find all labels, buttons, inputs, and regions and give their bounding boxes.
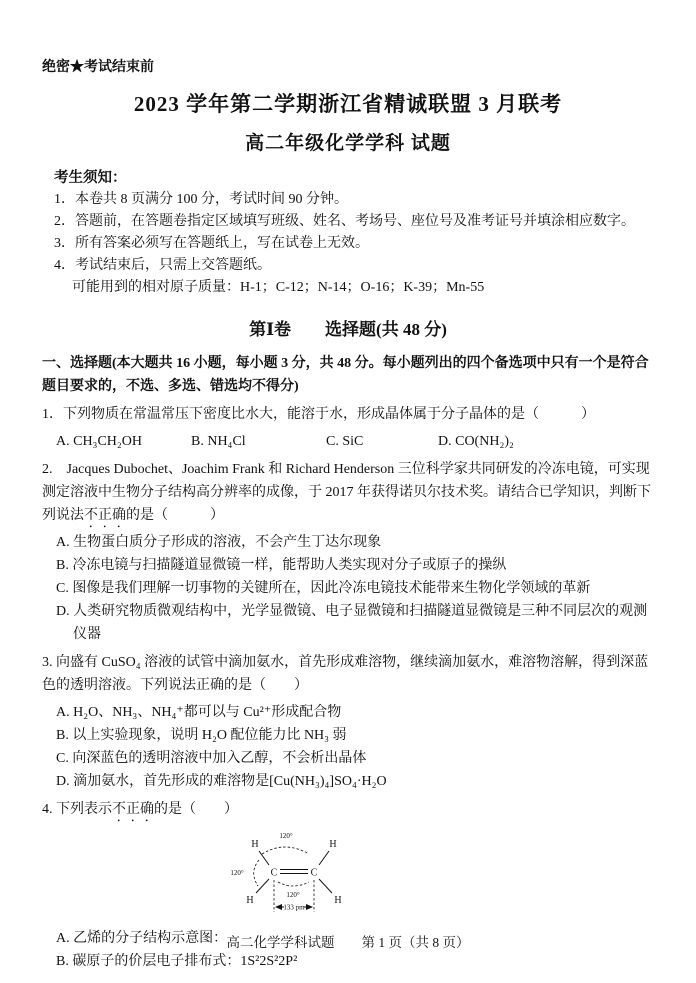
option-d: D. CO(NH₂)₂	[438, 434, 514, 449]
option-b: B. 以上实验现象，说明 H₂O 配位能力比 NH₃ 弱	[56, 728, 347, 743]
hydrogen-atom-label: H	[251, 839, 259, 850]
bond-angle-label: 120°	[286, 891, 300, 899]
option-d: D. 滴加氨水，首先形成的难溶物是[Cu(NH₃)₄]SO₄·H₂O	[56, 774, 387, 789]
option-a: A. CH₃CH₂OH	[56, 434, 142, 449]
notice-item-4: 4．考试结束后，只需上交答题纸。	[54, 258, 271, 273]
exam-subtitle: 高二年级化学学科 试题	[245, 133, 451, 154]
option-c: C. 向深蓝色的透明溶液中加入乙醇，不会析出晶体	[56, 751, 367, 766]
classification-label: 绝密★考试结束前	[42, 60, 154, 75]
question-1	[42, 403, 654, 453]
hydrogen-atom-label: H	[334, 895, 342, 906]
notice-section	[42, 167, 654, 299]
question-3	[42, 651, 654, 793]
atomic-masses-line: 可能用到的相对原子质量：H-1；C-12；N-14；O-16；K-39；Mn-55	[72, 280, 485, 295]
notice-item-3: 3．所有答案必须写在答题纸上，写在试卷上无效。	[54, 236, 369, 251]
bond-length-label: 133 pm	[283, 903, 305, 912]
option-d: D. 人类研究物质微观结构中，光学显微镜、电子显微镜和扫描隧道显微镜是三种不同层次的观测仪器	[56, 604, 648, 642]
section-1-title: 第Ⅰ卷 选择题(共 48 分)	[249, 320, 447, 339]
option-a: A. 生物蛋白质分子形成的溶液，不会产生丁达尔现象	[56, 535, 382, 550]
stem-text: 4. 下列表示	[42, 802, 112, 817]
option-c: C. 图像是我们理解一切事物的关键所在，因此冷冻电镜技术能带来生物化学领域的革新	[56, 581, 591, 596]
option-c: C. SiC	[326, 434, 364, 449]
carbon-atom-label: C	[270, 867, 278, 879]
hydrogen-atom-label: H	[246, 895, 254, 906]
notice-heading: 考生须知：	[54, 170, 127, 186]
stem-emphasized-text: 不正确	[112, 802, 154, 817]
bond-angle-label: 120°	[230, 869, 244, 877]
stem-text: 的是（ ）	[126, 508, 224, 523]
question-1-stem	[42, 403, 654, 430]
page-footer: 高二化学学科试题 第 1 页（共 8 页）	[226, 935, 470, 950]
option-b: B. 碳原子的价层电子排布式：1S²2S²2P²	[56, 954, 298, 969]
stem-text: 1．下列物质在常温常压下密度比水大，能溶于水，形成晶体属于分子晶体的是（ ）	[42, 407, 595, 422]
question-1-options	[56, 430, 654, 453]
option-b: B. NH₄Cl	[191, 434, 246, 449]
ethylene-diagram-container	[222, 827, 654, 927]
option-b: B. 冷冻电镜与扫描隧道显微镜一样，能帮助人类实现对分子或原子的操纵	[56, 558, 507, 573]
notice-item-2: 2．答题前，在答题卷指定区域填写班级、姓名、考场号、座位号及准考证号并填涂相应数字。	[54, 214, 635, 229]
stem-text: 3. 向盛有 CuSO₄ 溶液的试管中滴加氨水，首先形成难溶物，继续滴加氨水，难溶物溶解，得到深蓝色的透明溶液。下列说法正确的是（ ）	[42, 655, 649, 693]
exam-title: 2023 学年第二学期浙江省精诚联盟 3 月联考	[133, 92, 563, 116]
hydrogen-atom-label: H	[329, 839, 337, 850]
question-2	[42, 458, 654, 646]
carbon-atom-label: C	[310, 867, 318, 879]
question-3-stem	[42, 651, 654, 701]
question-4-stem	[42, 798, 654, 825]
option-a: A. 乙烯的分子结构示意图：	[56, 931, 228, 946]
multiple-choice-instructions: 一、选择题(本大题共 16 小题，每小题 3 分，共 48 分。每小题列出的四个备选项中只有一个是符合题目要求的，不选、多选、错选均不得分)	[42, 356, 649, 394]
stem-emphasized-text: 不正确	[84, 508, 126, 523]
bond-angle-label: 120°	[279, 832, 293, 840]
stem-text: 的是（ ）	[154, 802, 238, 817]
stem-text: 2. Jacques Dubochet、Joachim Frank 和 Richard Henderson 三位科学家共同研发的冷冻电镜，可实现测定溶液中生物分子结构高分辨率的成像，于 2017 年获得诺贝尔技术奖。请结合已学知识，判断下列说法	[42, 462, 651, 523]
ethylene-structure-diagram	[222, 827, 372, 925]
question-2-stem	[42, 458, 654, 531]
option-a: A. H₂O、NH₃、NH₄⁺都可以与 Cu²⁺形成配合物	[56, 705, 342, 720]
notice-item-1: 1．本卷共 8 页满分 100 分，考试时间 90 分钟。	[54, 192, 348, 207]
